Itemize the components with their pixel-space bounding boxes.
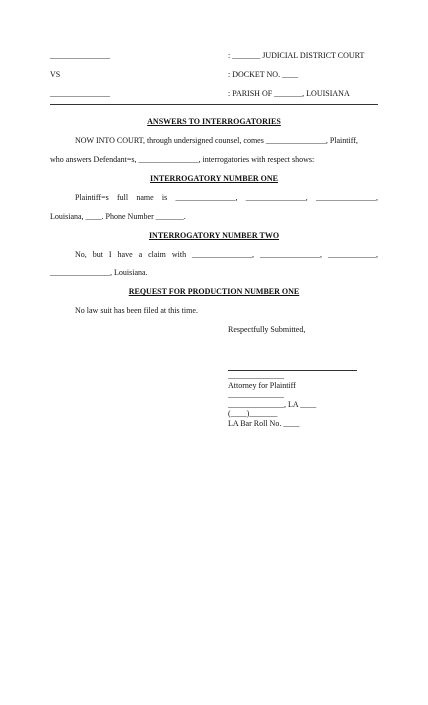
closing-phrase: Respectfully Submitted, [228, 325, 306, 334]
answer-word: full [116, 193, 129, 202]
interrogatory-one-answer-line-2: Louisiana, ____. Phone Number _______. [50, 212, 186, 221]
interrogatory-two-heading: INTERROGATORY NUMBER TWO [148, 231, 280, 240]
answer-word: ____________, [327, 250, 378, 259]
caption-left-blank-2: _______________ [50, 89, 110, 98]
answer-word: is [161, 193, 168, 202]
parish-line: : PARISH OF _______, LOUISIANA [228, 89, 350, 98]
caption-left-blank-1: _______________ [50, 51, 110, 60]
answer-word: but [92, 250, 103, 259]
interrogatory-one-heading: INTERROGATORY NUMBER ONE [149, 174, 279, 183]
caption-divider [50, 104, 378, 105]
intro-line-2: who answers Defendant=s, _______________, interrogatories with respect shows: [50, 155, 315, 164]
versus-label: VS [50, 70, 61, 79]
answer-word: name [136, 193, 154, 202]
document-title: ANSWERS TO INTERROGATORIES [147, 117, 281, 126]
interrogatory-two-answer-line-1 [75, 250, 378, 259]
answer-word: have [117, 250, 133, 259]
request-one-answer: No law suit has been filed at this time. [75, 306, 198, 315]
attorney-role: Attorney for Plaintiff [228, 381, 296, 390]
attorney-city-state: ______________, LA ____ [228, 400, 317, 409]
docket-number-line: : DOCKET NO. ____ [228, 70, 299, 79]
answer-word: I [108, 250, 112, 259]
answer-word: claim [148, 250, 166, 259]
attorney-address-blank: ______________ [228, 390, 284, 399]
interrogatory-one-answer-line-1 [75, 193, 378, 202]
answer-word: a [138, 250, 143, 259]
answer-word: No, [75, 250, 87, 259]
court-name-line: : _______ JUDICIAL DISTRICT COURT [228, 51, 365, 60]
answer-word: _______________, [192, 250, 255, 259]
answer-word: _______________, [175, 193, 238, 202]
request-one-heading: REQUEST FOR PRODUCTION NUMBER ONE [128, 287, 300, 296]
attorney-phone: (____)_______ [228, 409, 278, 418]
bar-roll-number: LA Bar Roll No. ____ [228, 419, 300, 428]
answer-word: Plaintiff=s [75, 193, 109, 202]
answer-word: _______________, [245, 193, 308, 202]
intro-line-1: NOW INTO COURT, through undersigned counsel, comes _______________, Plaintiff, [75, 136, 358, 145]
answer-word: _______________, [315, 193, 378, 202]
attorney-name-blank: ______________ [228, 371, 284, 380]
answer-word: with [171, 250, 187, 259]
interrogatory-two-answer-line-2: _______________, Louisiana. [50, 268, 148, 277]
answer-word: _______________, [260, 250, 322, 259]
